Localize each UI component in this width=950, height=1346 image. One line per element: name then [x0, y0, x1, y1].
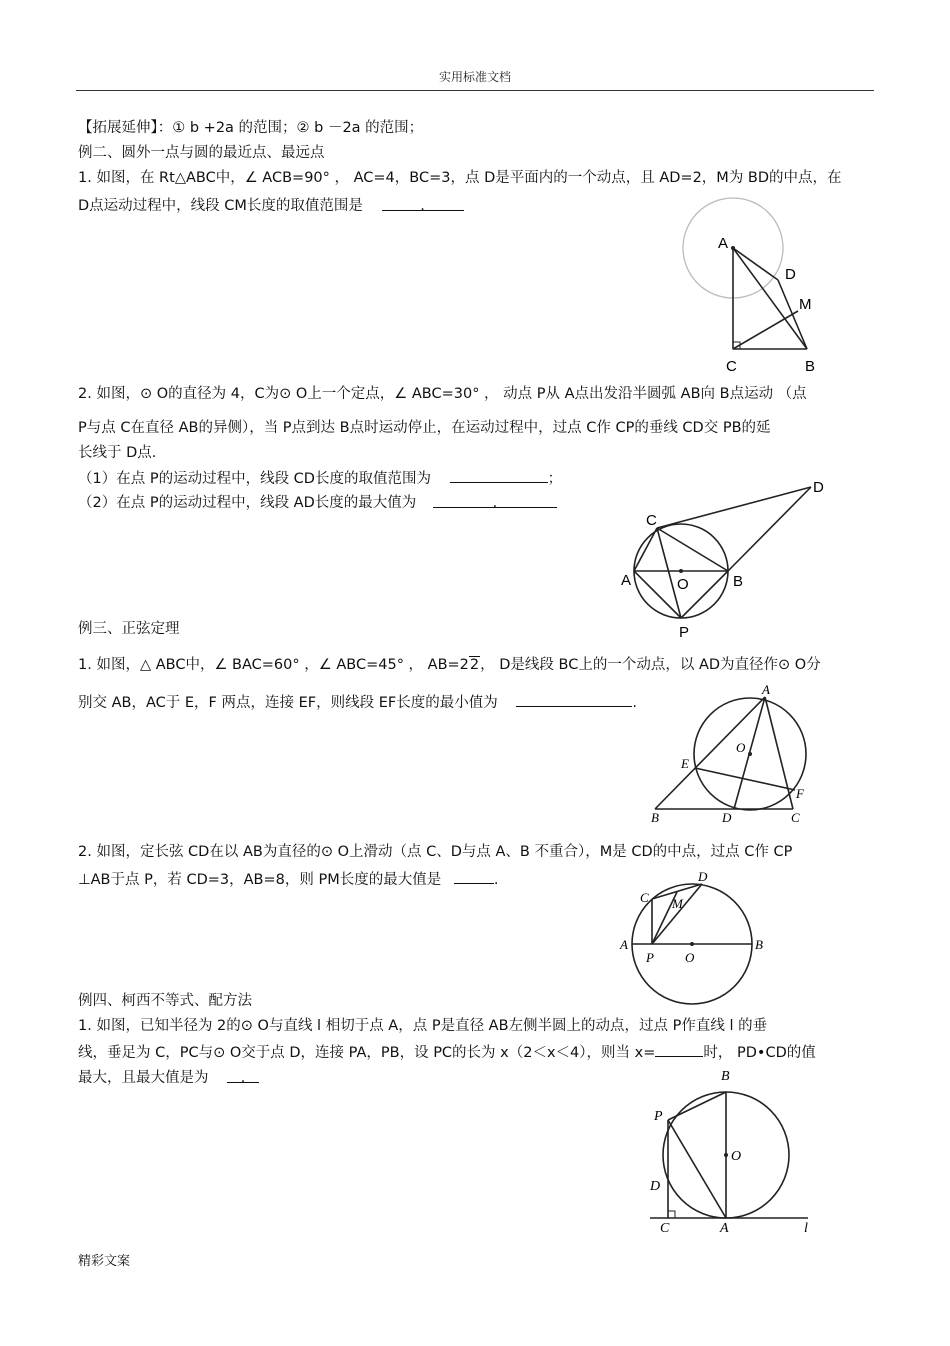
problem-4-1-text-2b: 时， PD•CD的值 [703, 1045, 816, 1061]
label-b: B [755, 937, 763, 952]
header-rule [76, 90, 874, 91]
section-title-example-4: 例四、柯西不等式、配方法 [78, 993, 252, 1009]
problem-3-1-text-a: 1. 如图，△ ABC中，∠ BAC=60° ，∠ ABC=45° ， AB=2 [78, 657, 469, 673]
blank-dot: . [420, 198, 425, 214]
period: . [632, 695, 637, 711]
center-o [748, 752, 752, 756]
label-b: B [721, 1069, 730, 1084]
label-a: A [621, 572, 632, 589]
problem-2-2-sub-2-text: （2）在点 P的运动过程中，线段 AD长度的最大值为 [78, 495, 417, 511]
label-a: A [720, 1221, 729, 1236]
label-c: C [640, 890, 649, 905]
problem-3-2-text: 2. 如图，定长弦 CD在以 AB为直径的⊙ O上滑动（点 C、D与点 A、B 不重合），M是 CD的中点，过点 C作 CP [78, 844, 793, 860]
answer-blank[interactable] [454, 869, 494, 884]
problem-2-2-sub-2 [78, 493, 557, 513]
label-b: B [805, 358, 816, 375]
problem-2-2-text-3: 长线于 D点. [78, 445, 157, 461]
point-a [731, 246, 735, 250]
answer-blank[interactable] [655, 1042, 703, 1057]
center-o [679, 569, 683, 573]
problem-2-1-question [78, 196, 464, 216]
label-b: B [733, 573, 744, 590]
problem-2-2-sub-1-text: （1）在点 P的运动过程中，线段 CD长度的取值范围为 [78, 471, 431, 487]
page-header: 实用标准文档 [438, 70, 511, 84]
label-l: l [804, 1221, 808, 1236]
label-d: D [785, 266, 796, 283]
label-c: C [791, 810, 800, 825]
answer-blank[interactable] [433, 493, 557, 511]
problem-2-1-question-text: D点运动过程中，线段 CM长度的取值范围是 [78, 198, 363, 214]
label-m: M [799, 296, 812, 313]
label-a: A [620, 937, 628, 952]
problem-3-1-text [78, 655, 821, 675]
blank-dot: . [492, 495, 498, 511]
figure-triangle-circle-ad [645, 680, 825, 828]
problem-4-1-question [78, 1068, 259, 1088]
label-d: D [813, 479, 824, 496]
problem-2-2-sub-1 [78, 468, 562, 489]
semicolon: ； [547, 471, 563, 487]
problem-2-2-text-2: P与点 C在直径 AB的异侧），当 P点到达 B点时运动停止，在运动过程中，过点 C作 CP的垂线 CD交 PB的延 [78, 420, 771, 436]
problem-3-2-question [78, 869, 498, 890]
label-f: F [796, 786, 804, 801]
blank-dot: . [240, 1070, 246, 1086]
label-o: O [685, 950, 695, 965]
label-c: C [646, 512, 657, 529]
segment-pb [668, 1092, 726, 1120]
label-m: M [672, 896, 683, 911]
problem-3-1-question-text: 别交 AB，AC于 E，F 两点，连接 EF，则线段 EF长度的最小值为 [78, 695, 498, 711]
label-b: B [651, 810, 659, 825]
figure-circle-sliding-chord [618, 865, 773, 1010]
segment-ca [634, 528, 657, 571]
sqrt-radicand: 2 [469, 657, 480, 673]
center-o [724, 1153, 728, 1157]
period: . [493, 872, 499, 888]
label-o: O [731, 1149, 742, 1164]
label-o: O [736, 740, 746, 755]
problem-3-1-question [78, 692, 637, 713]
answer-blank[interactable] [382, 196, 464, 214]
label-a: A [762, 682, 770, 697]
label-p: P [654, 1109, 663, 1124]
label-o: O [677, 576, 689, 593]
problem-2-2-text: 2. 如图，⊙ O的直径为 4，C为⊙ O上一个定点，∠ ABC=30° ， 动点 P从 A点出发沿半圆弧 AB向 B点运动 （点 [78, 386, 807, 402]
problem-2-1-text: 1. 如图，在 Rt△ABC中，∠ ACB=90° ， AC=4，BC=3，点 D是平面内的一个动点，且 AD=2，M为 BD的中点，在 [78, 170, 842, 186]
segment-cp [657, 528, 681, 618]
label-c: C [660, 1221, 670, 1236]
answer-blank[interactable] [450, 468, 548, 483]
segment-cb [657, 528, 728, 571]
problem-4-1-text: 1. 如图，已知半径为 2的⊙ O与直线 l 相切于点 A，点 P是直径 AB左侧半圆上的动点，过点 P作直线 l 的垂 [78, 1018, 768, 1034]
answer-blank[interactable] [516, 692, 632, 707]
label-p: P [679, 624, 690, 641]
problem-4-1-question-text: 最大，且最大值是为 [78, 1070, 209, 1086]
label-c: C [726, 358, 737, 375]
segment-cm [733, 311, 798, 349]
problem-3-1-text-c: ， D是线段 BC上的一个动点，以 AD为直径作⊙ O分 [480, 657, 821, 673]
page-footer: 精彩文案 [78, 1254, 131, 1269]
right-angle-mark [668, 1211, 675, 1218]
segment-ad [733, 248, 778, 280]
problem-3-2-question-text: ⊥AB于点 P，若 CD=3，AB=8，则 PM长度的最大值是 [78, 872, 442, 888]
section-title-example-2: 例二、圆外一点与圆的最近点、最远点 [78, 145, 325, 161]
label-d: D [722, 810, 732, 825]
label-a: A [718, 235, 729, 252]
center-o [690, 942, 694, 946]
label-e: E [681, 756, 689, 771]
segment-cd [657, 487, 811, 528]
segment-pa [668, 1120, 726, 1218]
figure-circle-tangent-line [640, 1060, 825, 1240]
label-d: D [698, 869, 708, 884]
answer-blank[interactable] [227, 1068, 259, 1086]
figure-circle-chord-cd [615, 478, 830, 643]
extension-line: 【拓展延伸】：① b +2a 的范围；② b －2a 的范围； [78, 120, 424, 136]
label-p: P [646, 950, 654, 965]
side-ab [733, 248, 807, 349]
segment-bd [728, 487, 811, 571]
problem-4-1-text-2a: 线，垂足为 C，PC与⊙ O交于点 D，连接 PA，PB，设 PC的长为 x（2＜x＜4），则当 x= [78, 1045, 656, 1061]
section-title-example-3: 例三、正弦定理 [78, 621, 180, 637]
figure-right-triangle-circle [670, 192, 840, 377]
label-d: D [650, 1179, 661, 1194]
